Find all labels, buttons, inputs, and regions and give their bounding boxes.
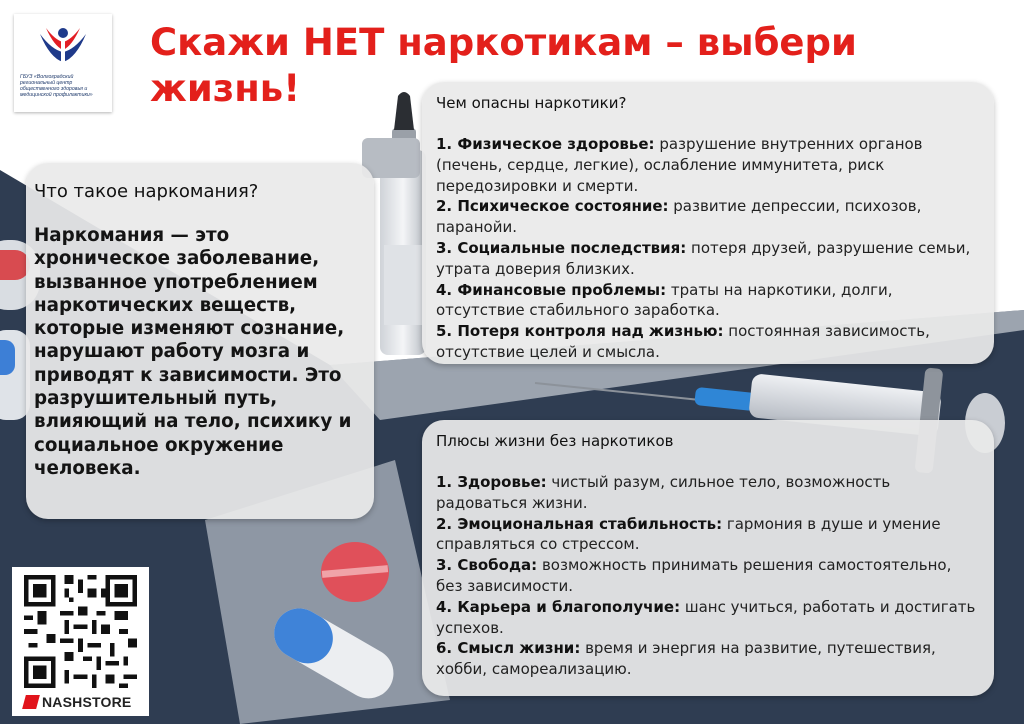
dangers-item-label: 2. Психическое состояние: [436, 197, 669, 216]
benefits-item-text: время и энергия на развитие, путешествия, хобби, самореализацию. [436, 639, 936, 679]
brand-logo [24, 694, 131, 710]
benefits-item-text: возможность принимать решения самостоятельно, без зависимости. [436, 556, 952, 595]
benefits-item [436, 555, 980, 597]
benefits-item [436, 514, 980, 556]
dangers-item-label: 5. Потеря контроля над жизнью: [436, 322, 724, 341]
dangers-item [436, 238, 980, 280]
dangers-item [436, 280, 980, 322]
benefits-item [436, 638, 980, 680]
dangers-item [436, 321, 980, 363]
addiction-text: Наркомания — это хроническое заболевание, вызванное употреблением наркотических веществ, которые изменяют сознание, нарушают работу мозга и приводят к зависимости. Это разрушительный путь, влияющий на тело, психику и социальное окружение человека. [34, 225, 352, 479]
dangers-item-label: 4. Финансовые проблемы: [436, 280, 667, 299]
dangers-heading: Чем опасны наркотики? [436, 94, 627, 112]
benefits-item [436, 597, 980, 639]
qr-code-icon [24, 575, 137, 688]
brand-mark-icon [22, 695, 40, 709]
brand-name: NASHSTORE [42, 694, 132, 710]
logo-caption: ГБУЗ «Волгоградский региональный центр общественного здоровья и медицинской профилактики» [20, 74, 93, 98]
dangers-item-text: потеря друзей, разрушение семьи, утрата доверия близких. [436, 238, 971, 278]
benefits-item-label: 6. Смысл жизни: [436, 639, 581, 658]
organization-logo [14, 14, 112, 112]
benefits-item-text: чистый разум, сильное тело, возможность радоваться жизни. [436, 473, 891, 512]
benefits-heading: Плюсы жизни без наркотиков [436, 432, 674, 450]
benefits-item-label: 3. Свобода: [436, 556, 538, 575]
logo-emblem-icon [36, 24, 90, 70]
dangers-item-label: 3. Социальные последствия: [436, 238, 687, 257]
benefits-item [436, 472, 980, 514]
benefits-item-label: 4. Карьера и благополучие: [436, 597, 681, 616]
dangers-item [436, 134, 980, 196]
qr-code[interactable] [12, 567, 149, 716]
what-is-addiction-card [26, 163, 374, 519]
dangers-card [422, 82, 994, 364]
benefits-item-text: гармония в душе и умение справляться со стрессом. [436, 514, 941, 554]
dangers-item-text: развитие депрессии, психозов, паранойи. [436, 197, 922, 237]
benefits-item-text: шанс учиться, работать и достигать успехов. [436, 597, 976, 637]
dangers-item-text: постоянная зависимость, отсутствие целей и смысла. [436, 322, 930, 361]
dangers-item-text: траты на наркотики, долги, отсутствие стабильного заработка. [436, 280, 893, 320]
dangers-item-label: 1. Физическое здоровье: [436, 135, 655, 153]
benefits-item-label: 2. Эмоциональная стабильность: [436, 514, 723, 533]
dangers-item [436, 196, 980, 238]
dangers-item-text: разрушение внутренних органов (печень, сердце, легкие), ослабление иммунитета, риск передозировки и смерти. [436, 135, 923, 195]
page-title: Скажи НЕТ наркотикам – выбери жизнь! [150, 21, 857, 110]
benefits-item-label: 1. Здоровье: [436, 473, 547, 491]
benefits-card [422, 420, 994, 696]
addiction-heading: Что такое наркомания? [34, 181, 259, 202]
